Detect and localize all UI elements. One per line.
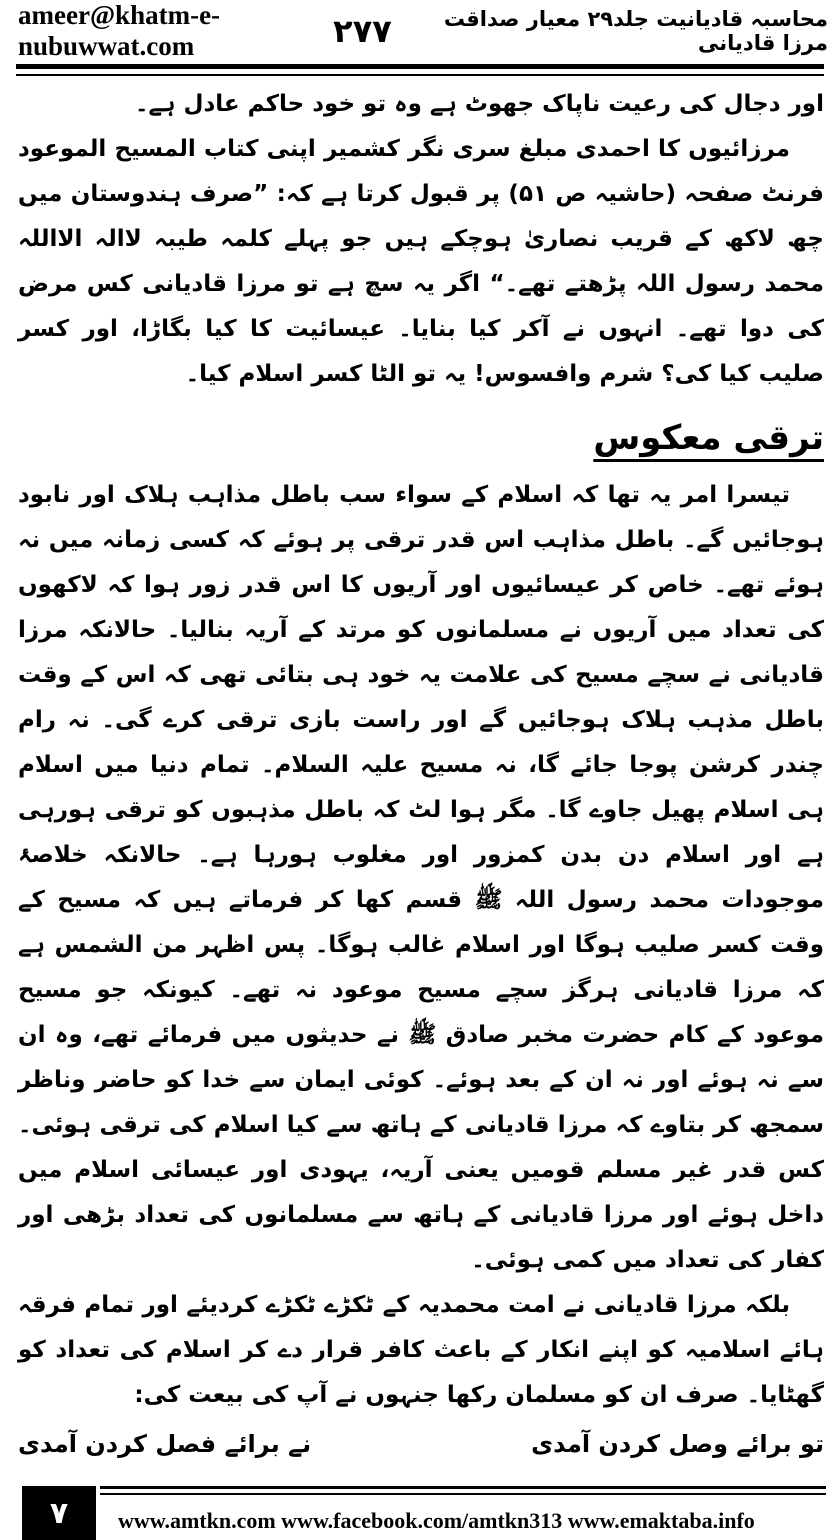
header-page-number: ۲۷۷ <box>333 12 392 50</box>
footer-rule-thick <box>100 1486 826 1489</box>
header-rule-thin <box>16 74 824 76</box>
paragraph-4: بلکہ مرزا قادیانی نے امت محمدیہ کے ٹکڑے ٹکڑے کردیئے اور تمام فرقہ ہائے اسلامیہ کو اپنے انکار کے باعث کافر قرار دے کر اسلام کی تعداد کو گھٹایا۔ صرف ان کو مسلمان رکھا جنہوں نے آپ کی بیعت کی: <box>18 1292 824 1408</box>
header-title-group <box>333 7 828 55</box>
verse-part-1: تو برائے وصل کردن آمدی <box>531 1430 824 1458</box>
verse-part-2: نے برائے فصل کردن آمدی <box>18 1430 312 1458</box>
section-heading <box>18 411 824 465</box>
page-header <box>0 0 840 62</box>
page-content <box>18 82 824 1468</box>
header-email: ameer@khatm-e-nubuwwat.com <box>18 0 221 61</box>
header-rule-thick <box>16 64 824 69</box>
footer-rule-thin <box>100 1493 826 1495</box>
footer-page-box <box>22 1486 96 1540</box>
footer-page-number: ۷ <box>49 1495 69 1531</box>
paragraph-2: مرزائیوں کا احمدی مبلغ سری نگر کشمیر اپنی کتاب المسیح الموعود فرنٹ صفحہ (حاشیہ ص ۵۱) پر قبول کرتا ہے کہ: ”صرف ہندوستان میں چھ لاکھ کے قریب نصاریٰ ہوچکے ہیں جو پہلے کلمہ طیبہ لاالہ الااللہ محمد رسول اللہ پڑھتے تھے۔“ اگر یہ سچ ہے تو مرزا قادیانی کس مرض کی دوا تھے۔ انہوں نے آکر کیا بنایا۔ عیسائیت کا کیا بگاڑا، اور کسر صلیب کیا کی؟ شرم وافسوس! یہ تو الٹا کسر اسلام کیا۔ <box>18 136 824 387</box>
page-footer <box>0 1486 840 1540</box>
footer-links: www.amtkn.com www.facebook.com/amtkn313 www.emaktaba.info <box>112 1502 820 1540</box>
paragraph-3: تیسرا امر یہ تھا کہ اسلام کے سواء سب باطل مذاہب ہلاک اور نابود ہوجائیں گے۔ باطل مذاہب اس قدر ترقی پر ہوئے کہ کسی زمانہ میں نہ ہوئے تھے۔ خاص کر عیسائیوں اور آریوں کا اس قدر زور ہوا کہ لاکھوں کی تعداد میں آریوں نے مسلمانوں کو مرتد کے آریہ بنالیا۔ حالانکہ مرزا قادیانی نے سچے مسیح کی علامت یہ خود ہی بتائی تھی کہ اس کے وقت باطل مذہب ہلاک ہوجائیں گے اور راست بازی ترقی کرے گی۔ نہ رام چندر کرشن پوجا جائے گا، نہ مسیح علیہ السلام۔ تمام دنیا میں اسلام ہی اسلام پھیل جاوے گا۔ مگر ہوا لٹ کہ باطل مذہبوں کو ترقی ہورہی ہے اور اسلام دن بدن کمزور اور مغلوب ہورہا ہے۔ حالانکہ خلاصۂ موجودات محمد رسول اللہ ﷺ قسم کھا کر فرماتے ہیں کہ مسیح کے وقت کسر صلیب ہوگا اور اسلام غالب ہوگا۔ پس اظہر من الشمس ہے کہ مرزا قادیانی ہرگز سچے مسیح موعود نہ تھے۔ کیونکہ جو مسیح موعود کے کام حضرت مخبر صادق ﷺ نے حدیثوں میں فرمائے تھے، وہ ان سے نہ ہوئے اور نہ ان کے بعد ہوئے۔ کوئی ایمان سے خدا کو حاضر وناظر سمجھ کر بتاوے کہ مرزا قادیانی کے ہاتھ سے کیا اسلام کی ترقی ہوئی۔ کس قدر غیر مسلم قومیں یعنی آریہ، یہودی اور عیسائی اسلام میں داخل ہوئے اور مرزا قادیانی کے ہاتھ سے مسلمانوں کی تعداد بڑھی اور کفار کی تعداد میں کمی ہوئی۔ <box>18 482 824 1273</box>
header-book-title: محاسبہ قادیانیت جلد۲۹ معیار صداقت مرزا قادیانی <box>443 7 828 55</box>
section-heading-text: ترقی معکوس <box>593 418 824 458</box>
paragraph-1: اور دجال کی رعیت ناپاک جھوٹ ہے وہ تو خود حاکم عادل ہے۔ <box>135 91 824 117</box>
verse-couplet <box>18 1420 824 1468</box>
